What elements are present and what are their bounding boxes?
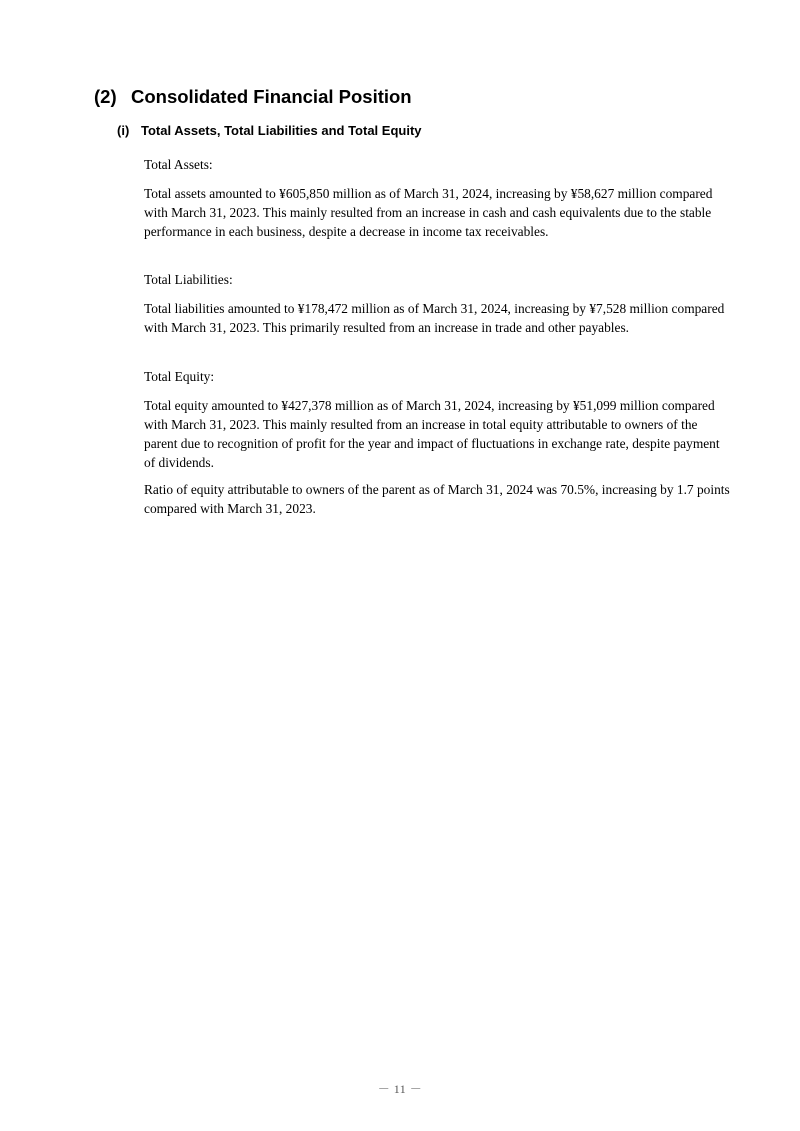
total-assets-heading: Total Assets: xyxy=(144,157,213,172)
total-liabilities-block xyxy=(144,270,734,337)
subsection-title-text: Total Assets, Total Liabilities and Total Equity xyxy=(141,123,422,138)
section-number: (2) xyxy=(94,86,117,107)
total-assets-block xyxy=(144,155,734,241)
total-equity-block xyxy=(144,367,734,518)
section-title-text: Consolidated Financial Position xyxy=(131,86,412,107)
subsection-title xyxy=(117,122,422,140)
page-number: － 11 － xyxy=(377,1082,423,1096)
section-title xyxy=(94,85,412,109)
total-liabilities-heading: Total Liabilities: xyxy=(144,272,233,287)
total-equity-paragraph: Total equity amounted to ¥427,378 million as of March 31, 2024, increasing by ¥51,099 million compared with March 31, 2023. This mainly resulted from an increase in total equity attributable to owners of the parent due to recognition of profit for the year and impact of fluctuations in exchange rate, despite payment of dividends. xyxy=(144,398,720,470)
equity-ratio-paragraph: Ratio of equity attributable to owners of the parent as of March 31, 2024 was 70.5%, increasing by 1.7 points compared with March 31, 2023. xyxy=(144,482,730,516)
total-assets-paragraph: Total assets amounted to ¥605,850 million as of March 31, 2024, increasing by ¥58,627 million compared with March 31, 2023. This mainly resulted from an increase in cash and cash equivalents due to the stable performance in each business, despite a decrease in income tax receivables. xyxy=(144,186,713,239)
subsection-number: (i) xyxy=(117,123,130,138)
total-equity-heading: Total Equity: xyxy=(144,369,215,384)
total-liabilities-paragraph: Total liabilities amounted to ¥178,472 million as of March 31, 2024, increasing by ¥7,528 million compared with March 31, 2023. This primarily resulted from an increase in trade and other payables. xyxy=(144,301,725,335)
